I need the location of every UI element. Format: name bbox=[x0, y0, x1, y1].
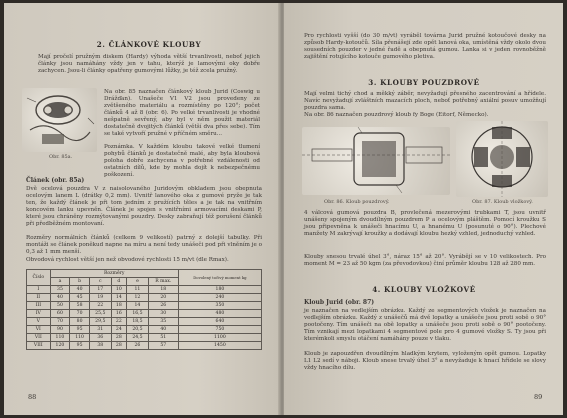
pouzdrove-paragraph-4: Klouby snesou trvalé úhel 3°, náraz 15° až 20°. Vyrábějí se v 10 velikostech. Pro moment M = 23 až 50 kgm (za převodovkou) činí průměr kloubu 128 až 280 mm. bbox=[304, 254, 546, 267]
table-cell: 35 bbox=[148, 318, 178, 326]
table-cell: 10 bbox=[111, 286, 126, 294]
table-row bbox=[27, 286, 262, 294]
table-cell: 350 bbox=[178, 302, 261, 310]
section-heading-pouzdrove: 3. KLOUBY POUZDROVÉ bbox=[368, 78, 480, 87]
figure-86 bbox=[302, 127, 450, 195]
table-row bbox=[27, 334, 262, 342]
figure-87-caption: Obr. 87. Kloub vložkový. bbox=[472, 199, 533, 205]
figure-description: Na obr. 85 naznačen článkový kloub Jurid (Coswig u Drážďan). Unašeče V1 V2 jsou provedeny ze zvětšeného materiálu a rozmístěny po 120°; počet článků 4 až 8 (obr. 6). Po velké trvanlivosti je vhodné nešpatně sevřený, aby byl v něm použit materiál dostatečně dvojitých článků (větší dva přes sebe). Tím se také vytvoří pružné v příčném směru... bbox=[104, 89, 260, 137]
table-cell: II bbox=[27, 294, 51, 302]
table-cell: 40 bbox=[50, 294, 70, 302]
table-cell: 95 bbox=[70, 342, 90, 350]
table-subheader: d bbox=[111, 278, 126, 286]
table-cell: 25,5 bbox=[89, 310, 111, 318]
table-cell: 18 bbox=[148, 286, 178, 294]
table-cell: VII bbox=[27, 334, 51, 342]
table-cell: 57 bbox=[148, 342, 178, 350]
figure-85a bbox=[22, 88, 97, 152]
table-cell: 35 bbox=[50, 286, 70, 294]
table-cell: 14 bbox=[127, 302, 149, 310]
pouzdrove-paragraph-3: 4 válcová gumová pouzdra B, provlečená mezerovými trubkami T, jsou uvnitř unášeny spojeným dvoudílným pouzdrem P a ocelovým pláštěm. Pomocí kroužku S jsou připevněna k unášeči hnacímu U, a hnanému U (posunuté o 90°). Plechové manžety M zakrývají kroužky a dodávají kloubu hezký vzhled, jednoduchý vzhled. bbox=[304, 210, 546, 237]
table-cell: 17 bbox=[89, 286, 111, 294]
table-cell: 30 bbox=[148, 310, 178, 318]
table-cell: 31 bbox=[89, 326, 111, 334]
table-row bbox=[27, 318, 262, 326]
section-heading-clankove: 2. ČLÁNKOVÉ KLOUBY bbox=[96, 40, 202, 49]
table-cell: 40 bbox=[148, 326, 178, 334]
subheading-kloub-jurid: Kloub Jurid (obr. 87) bbox=[304, 299, 375, 306]
table-row bbox=[27, 302, 262, 310]
table-cell: 19 bbox=[89, 294, 111, 302]
table-cell: 640 bbox=[178, 318, 261, 326]
table-row bbox=[27, 310, 262, 318]
table-cell: VI bbox=[27, 326, 51, 334]
table-cell: III bbox=[27, 302, 51, 310]
table-cell: 36 bbox=[89, 334, 111, 342]
table-cell: VIII bbox=[27, 342, 51, 350]
table-cell: 14 bbox=[111, 294, 126, 302]
table-cell: 26 bbox=[127, 342, 149, 350]
section-heading-vlozkove: 4. KLOUBY VLOŽKOVÉ bbox=[372, 285, 476, 294]
table-subheader: b bbox=[70, 278, 90, 286]
table-cell: V bbox=[27, 318, 51, 326]
table-cell: I bbox=[27, 286, 51, 294]
pouzdrove-paragraph-1: Mají velmi tichý chod a měkký záběr, nevyžadují přesného zacentrování a hřídele. Navíc nevyžadují zvláštních mazacích ploch, neboť potřebný axiální posuv umožňují pouzdra sama. bbox=[304, 91, 546, 111]
table-row bbox=[27, 294, 262, 302]
table-cell: 22 bbox=[89, 302, 111, 310]
body-paragraph-1: Dvě ocelová pouzdra V z naisolovaného Juridovým obkladem jsou obepnuta ocelovým lanem L (drátky 0,2 mm). Uvnitř lanového oka z gumové pryže je tak ten, že každý článek je při tom jedním z pružících těles a je tak na vnitřním koncovém lanku upevněn. Článek je spojen s vnitřními armovacími deskami P, které jsou chráněny rozmýtovanými pouzdry. Desky zabraňují též porušení článků při předběžném montovaní. bbox=[26, 186, 262, 227]
right-page bbox=[284, 3, 563, 415]
table-cell: 28 bbox=[111, 334, 126, 342]
book-spread bbox=[4, 3, 563, 415]
table-cell: 28 bbox=[111, 342, 126, 350]
table-cell: 18,5 bbox=[127, 318, 149, 326]
table-subheader: e bbox=[127, 278, 149, 286]
figure-85a-caption: Obr. 85a. bbox=[49, 154, 73, 160]
page-number-right: 89 bbox=[534, 393, 543, 401]
table-cell: 38 bbox=[89, 342, 111, 350]
table-cell: 95 bbox=[70, 326, 90, 334]
table-cell: 40 bbox=[70, 286, 90, 294]
table-cell: 70 bbox=[50, 318, 70, 326]
table-cell: 240 bbox=[178, 294, 261, 302]
subheading-clanek: Článek (obr. 85a) bbox=[26, 177, 85, 184]
table-cell: 26 bbox=[148, 302, 178, 310]
table-cell: 110 bbox=[50, 334, 70, 342]
table-cell: 120 bbox=[50, 342, 70, 350]
table-cell: 18 bbox=[111, 302, 126, 310]
note-paragraph: Poznámka. V každém kloubu takové velké tlumení pohybů článků je dostatečně malé, aby byla kloubová poloha dobře zachycena v potřebné vzdálenosti od ostatních dílů, kde by mohla dojít k nebezpečnému poškození. bbox=[104, 144, 260, 178]
vlozkove-paragraph-2: Kloub je zapouzdřen dvoudílným hladkým krytem, vyloženým opět gumou. Lopatky L1 L2 sedí v náboji. Kloub snese trvalý úhel 3° a nevyžaduje k hnací hřídele se slovy vždy hnacího dílu. bbox=[304, 351, 546, 371]
table-cell: 20,5 bbox=[127, 326, 149, 334]
table-cell: 45 bbox=[70, 294, 90, 302]
table-header-rozmery: Rozměry bbox=[50, 270, 178, 278]
body-paragraph-3: Obvodová rychlost větší jen než obvodové rychlosti 15 m/vt (dle Rmax). bbox=[26, 257, 229, 263]
vlozkove-paragraph-1: je naznačen na vedlejším obrázku. Každý ze segmentových vložek je naznačen na vedlejším obrázku. Každý z unášečů má dvě lopatky a unášeče jsou proti sobě o 90° pootočeny. Tím unášeči na obě lopatky a unášeče jsou proti sobě o 90° pootočeny. Tím vznikají mezi lopatkami 4 segmentové pole pro 4 gumové vložky S. Ty jsou při kterémkoli smyslu otáčení namáhány pouze v tlaku. bbox=[304, 308, 546, 342]
top-paragraph: Pro rychlosti vyšší (do 30 m/vt) vyráběl továrna Jurid pružné kotoučové desky na způsob Hardy-kotoučů. Síla přenášejí zde opět lanová oka, umístěná vždy okolo dvou sousedních pouzder v jedné řadě a obepnutá gumou. Lanka si v jeden rovnoběžně zajištění rotujícího kotouče gumového pletiva. bbox=[304, 33, 546, 60]
table-subheader: a bbox=[50, 278, 70, 286]
table-cell: 80 bbox=[70, 318, 90, 326]
table-cell: 20 bbox=[148, 294, 178, 302]
table-subheader: c bbox=[89, 278, 111, 286]
table-cell: 22 bbox=[111, 318, 126, 326]
table-cell: 110 bbox=[70, 334, 90, 342]
table-cell: 50 bbox=[50, 302, 70, 310]
table-cell: IV bbox=[27, 310, 51, 318]
table-cell: 16 bbox=[111, 310, 126, 318]
table-cell: 12 bbox=[127, 294, 149, 302]
figure-87 bbox=[456, 121, 548, 197]
dimensions-table bbox=[26, 269, 262, 350]
table-subheader: R max. bbox=[148, 278, 178, 286]
table-header-moment: Dovolený točivý moment kg bbox=[178, 270, 261, 286]
table-cell: 51 bbox=[148, 334, 178, 342]
table-cell: 180 bbox=[178, 286, 261, 294]
table-cell: 480 bbox=[178, 310, 261, 318]
table-cell: 29,5 bbox=[89, 318, 111, 326]
table-header-cislo: Číslo bbox=[27, 270, 51, 286]
table-cell: 750 bbox=[178, 326, 261, 334]
body-paragraph-2: Rozměry normálních článků (celkem 9 velikostí) patrný z dolejší tabulky. Při montáži se článek poněkud napne na míru a není tedy unášeči pod při vlněním je o 0,3 až 1 mm menší. bbox=[26, 235, 262, 255]
table-row bbox=[27, 342, 262, 350]
table-row bbox=[27, 326, 262, 334]
left-page bbox=[4, 3, 280, 415]
intro-paragraph: Mají pročelí pružným diskem (Hardy) výhoda větší trvanlivosti, neboť jejich články jsou namáhány vždy jen v tahu, kterýž je lamovými oky dobře zachycen. Jsou-li články opatřeny gumovými lůžky, je též zcela pružný. bbox=[38, 54, 260, 74]
figure-86-caption: Obr. 86. Kloub pouzdrový. bbox=[324, 199, 390, 205]
table-cell: 24,5 bbox=[127, 334, 149, 342]
pouzdrove-paragraph-2: Na obr. 86 naznačen pouzdrový kloub fy Boge (Eitorf, Německo). bbox=[304, 112, 489, 118]
table-cell: 11 bbox=[127, 286, 149, 294]
table-cell: 24 bbox=[111, 326, 126, 334]
table-cell: 70 bbox=[70, 310, 90, 318]
table-cell: 1450 bbox=[178, 342, 261, 350]
table-cell: 16,5 bbox=[127, 310, 149, 318]
table-cell: 60 bbox=[50, 310, 70, 318]
table-cell: 1100 bbox=[178, 334, 261, 342]
table-cell: 90 bbox=[50, 326, 70, 334]
page-number-left: 88 bbox=[28, 393, 37, 401]
table-cell: 58 bbox=[70, 302, 90, 310]
